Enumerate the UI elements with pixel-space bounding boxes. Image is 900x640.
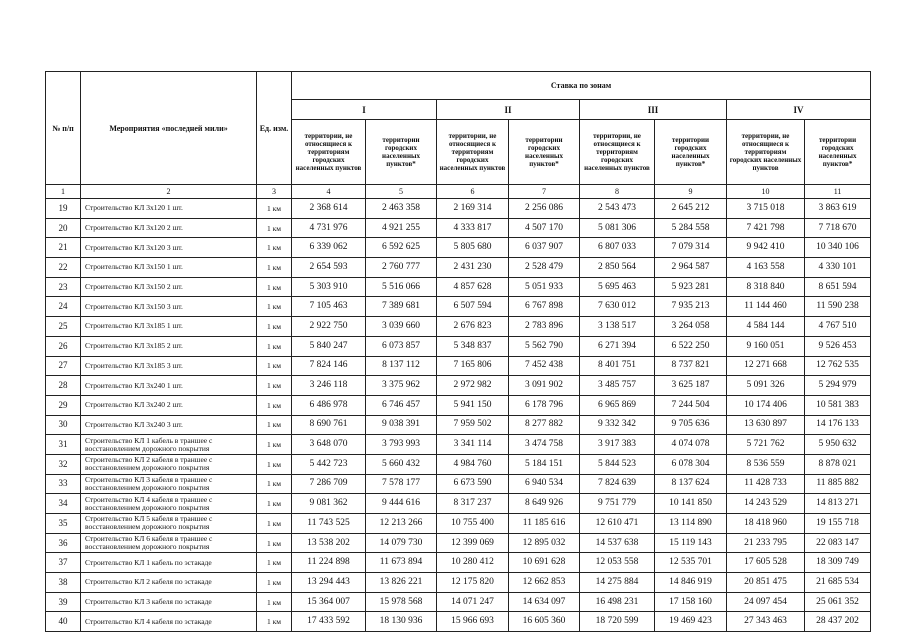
rate-value: 6 037 907 — [509, 238, 580, 258]
subheader-city: территории городских населенных пунктов* — [655, 120, 727, 185]
rate-value: 8 401 751 — [580, 356, 655, 376]
rate-value: 8 536 559 — [727, 454, 805, 474]
rate-value: 7 452 438 — [509, 356, 580, 376]
row-event-name: Строительство КЛ 3х185 3 шт. — [81, 356, 257, 376]
rate-value: 9 751 779 — [580, 494, 655, 514]
rate-value: 9 160 051 — [727, 336, 805, 356]
rate-value: 2 972 982 — [437, 376, 509, 396]
rate-value: 13 826 221 — [366, 573, 437, 593]
table-row — [46, 356, 871, 376]
rate-value: 2 850 564 — [580, 258, 655, 278]
row-unit: 1 км — [257, 336, 292, 356]
rate-value: 6 078 304 — [655, 454, 727, 474]
rate-value: 7 389 681 — [366, 297, 437, 317]
rate-value: 24 097 454 — [727, 592, 805, 612]
rate-value: 4 767 510 — [805, 317, 871, 337]
column-number-row — [46, 185, 871, 199]
row-unit: 1 км — [257, 218, 292, 238]
rate-value: 5 284 558 — [655, 218, 727, 238]
rate-value: 11 590 238 — [805, 297, 871, 317]
rate-value: 6 073 857 — [366, 336, 437, 356]
rate-value: 3 648 070 — [292, 435, 366, 455]
rate-value: 14 537 638 — [580, 533, 655, 553]
rate-value: 5 840 247 — [292, 336, 366, 356]
rate-value: 6 271 394 — [580, 336, 655, 356]
rate-value: 11 673 894 — [366, 553, 437, 573]
table-row — [46, 533, 871, 553]
table-row — [46, 238, 871, 258]
rate-value: 4 857 628 — [437, 277, 509, 297]
rate-value: 21 233 795 — [727, 533, 805, 553]
row-number: 25 — [46, 317, 81, 337]
rate-value: 8 737 821 — [655, 356, 727, 376]
rate-value: 8 317 237 — [437, 494, 509, 514]
row-number: 31 — [46, 435, 81, 455]
rate-value: 7 421 798 — [727, 218, 805, 238]
row-number: 40 — [46, 612, 81, 632]
rate-value: 16 605 360 — [509, 612, 580, 632]
rate-value: 14 634 097 — [509, 592, 580, 612]
rate-value: 27 343 463 — [727, 612, 805, 632]
table-row — [46, 435, 871, 455]
row-unit: 1 км — [257, 395, 292, 415]
rate-value: 11 428 733 — [727, 474, 805, 494]
rate-value: 8 137 624 — [655, 474, 727, 494]
rate-value: 5 091 326 — [727, 376, 805, 396]
rate-value: 5 941 150 — [437, 395, 509, 415]
rate-value: 2 760 777 — [366, 258, 437, 278]
rate-value: 9 444 616 — [366, 494, 437, 514]
rate-value: 10 340 106 — [805, 238, 871, 258]
rate-value: 15 364 007 — [292, 592, 366, 612]
zone-header: IV — [727, 100, 871, 120]
subheader-outside: территории, не относящиеся к территориям городских населенных пунктов — [727, 120, 805, 185]
row-event-name: Строительство КЛ 2 кабеля по эстакаде — [81, 573, 257, 593]
rate-value: 4 163 558 — [727, 258, 805, 278]
row-event-name: Строительство КЛ 5 кабеля в траншее с восстановлением дорожного покрытия — [81, 514, 257, 534]
row-unit: 1 км — [257, 592, 292, 612]
rate-value: 8 651 594 — [805, 277, 871, 297]
column-number: 4 — [292, 185, 366, 199]
rate-value: 5 721 762 — [727, 435, 805, 455]
row-event-name: Строительство КЛ 6 кабеля в траншее с восстановлением дорожного покрытия — [81, 533, 257, 553]
row-event-name: Строительство КЛ 3х150 1 шт. — [81, 258, 257, 278]
row-unit: 1 км — [257, 415, 292, 435]
rate-value: 5 442 723 — [292, 454, 366, 474]
rate-value: 6 592 625 — [366, 238, 437, 258]
row-unit: 1 км — [257, 553, 292, 573]
table-row — [46, 218, 871, 238]
row-number: 29 — [46, 395, 81, 415]
rate-value: 6 522 250 — [655, 336, 727, 356]
row-unit: 1 км — [257, 454, 292, 474]
column-number: 1 — [46, 185, 81, 199]
rate-value: 6 940 534 — [509, 474, 580, 494]
table-row — [46, 494, 871, 514]
rate-value: 13 630 897 — [727, 415, 805, 435]
table-row — [46, 336, 871, 356]
rate-value: 11 144 460 — [727, 297, 805, 317]
table-row — [46, 317, 871, 337]
rate-value: 14 079 730 — [366, 533, 437, 553]
rate-value: 6 673 590 — [437, 474, 509, 494]
rate-value: 11 885 882 — [805, 474, 871, 494]
rate-value: 2 463 358 — [366, 199, 437, 219]
rate-value: 9 332 342 — [580, 415, 655, 435]
table-row — [46, 514, 871, 534]
row-unit: 1 км — [257, 533, 292, 553]
subheader-outside: территории, не относящиеся к территориям городских населенных пунктов — [292, 120, 366, 185]
row-event-name: Строительство КЛ 3х150 3 шт. — [81, 297, 257, 317]
rate-value: 11 743 525 — [292, 514, 366, 534]
zone-header: I — [292, 100, 437, 120]
rate-value: 14 176 133 — [805, 415, 871, 435]
table-row — [46, 258, 871, 278]
row-event-name: Строительство КЛ 3х185 1 шт. — [81, 317, 257, 337]
rate-value: 11 224 898 — [292, 553, 366, 573]
column-number: 8 — [580, 185, 655, 199]
rate-value: 5 923 281 — [655, 277, 727, 297]
column-number: 6 — [437, 185, 509, 199]
rate-value: 12 213 266 — [366, 514, 437, 534]
rate-value: 9 081 362 — [292, 494, 366, 514]
rate-value: 13 114 890 — [655, 514, 727, 534]
rate-value: 7 824 146 — [292, 356, 366, 376]
row-event-name: Строительство КЛ 3х185 2 шт. — [81, 336, 257, 356]
row-unit: 1 км — [257, 277, 292, 297]
rate-value: 15 119 143 — [655, 533, 727, 553]
row-number: 39 — [46, 592, 81, 612]
rate-value: 18 418 960 — [727, 514, 805, 534]
rate-value: 9 942 410 — [727, 238, 805, 258]
rate-value: 15 966 693 — [437, 612, 509, 632]
rate-value: 4 330 101 — [805, 258, 871, 278]
row-event-name: Строительство КЛ 3х240 1 шт. — [81, 376, 257, 396]
rate-value: 2 783 896 — [509, 317, 580, 337]
rate-value: 10 755 400 — [437, 514, 509, 534]
table-body — [46, 199, 871, 632]
table-row — [46, 395, 871, 415]
rate-value: 8 318 840 — [727, 277, 805, 297]
rate-value: 12 399 069 — [437, 533, 509, 553]
rate-value: 5 516 066 — [366, 277, 437, 297]
rate-value: 10 581 383 — [805, 395, 871, 415]
rate-value: 12 895 032 — [509, 533, 580, 553]
row-unit: 1 км — [257, 474, 292, 494]
rate-value: 4 333 817 — [437, 218, 509, 238]
rate-value: 8 137 112 — [366, 356, 437, 376]
rate-value: 7 718 670 — [805, 218, 871, 238]
rate-value: 2 169 314 — [437, 199, 509, 219]
rate-value: 12 271 668 — [727, 356, 805, 376]
rate-value: 3 474 758 — [509, 435, 580, 455]
row-number: 27 — [46, 356, 81, 376]
row-unit: 1 км — [257, 356, 292, 376]
rate-value: 5 303 910 — [292, 277, 366, 297]
column-number: 9 — [655, 185, 727, 199]
rate-value: 6 767 898 — [509, 297, 580, 317]
row-number: 36 — [46, 533, 81, 553]
rate-value: 15 978 568 — [366, 592, 437, 612]
table-row — [46, 612, 871, 632]
table-row — [46, 199, 871, 219]
row-event-name: Строительство КЛ 3х120 2 шт. — [81, 218, 257, 238]
row-unit: 1 км — [257, 238, 292, 258]
rate-value: 12 053 558 — [580, 553, 655, 573]
row-number: 32 — [46, 454, 81, 474]
row-event-name: Строительство КЛ 4 кабеля по эстакаде — [81, 612, 257, 632]
rate-value: 13 538 202 — [292, 533, 366, 553]
row-unit: 1 км — [257, 494, 292, 514]
rate-value: 21 685 534 — [805, 573, 871, 593]
rate-value: 9 705 636 — [655, 415, 727, 435]
rate-value: 4 074 078 — [655, 435, 727, 455]
rate-value: 6 507 594 — [437, 297, 509, 317]
rate-value: 3 375 962 — [366, 376, 437, 396]
zone-header: III — [580, 100, 727, 120]
rate-value: 7 165 806 — [437, 356, 509, 376]
rate-value: 3 091 902 — [509, 376, 580, 396]
rate-value: 10 174 406 — [727, 395, 805, 415]
row-unit: 1 км — [257, 297, 292, 317]
rate-value: 6 486 978 — [292, 395, 366, 415]
row-event-name: Строительство КЛ 3х240 3 шт. — [81, 415, 257, 435]
rate-value: 8 690 761 — [292, 415, 366, 435]
rate-value: 2 256 086 — [509, 199, 580, 219]
rate-value: 5 950 632 — [805, 435, 871, 455]
table-row — [46, 553, 871, 573]
rate-value: 12 175 820 — [437, 573, 509, 593]
rate-value: 7 630 012 — [580, 297, 655, 317]
row-event-name: Строительство КЛ 2 кабеля в траншее с восстановлением дорожного покрытия — [81, 454, 257, 474]
rate-value: 18 309 749 — [805, 553, 871, 573]
rate-value: 7 079 314 — [655, 238, 727, 258]
rate-value: 4 984 760 — [437, 454, 509, 474]
rate-value: 6 807 033 — [580, 238, 655, 258]
rate-value: 2 431 230 — [437, 258, 509, 278]
rate-value: 18 720 599 — [580, 612, 655, 632]
row-event-name: Строительство КЛ 1 кабель в траншее с восстановлением дорожного покрытия — [81, 435, 257, 455]
row-unit: 1 км — [257, 376, 292, 396]
subheader-city: территории городских населенных пунктов* — [509, 120, 580, 185]
row-unit: 1 км — [257, 258, 292, 278]
rate-value: 2 964 587 — [655, 258, 727, 278]
rate-value: 10 141 850 — [655, 494, 727, 514]
rate-value: 3 625 187 — [655, 376, 727, 396]
rate-value: 5 844 523 — [580, 454, 655, 474]
column-number: 11 — [805, 185, 871, 199]
rate-value: 2 654 593 — [292, 258, 366, 278]
row-event-name: Строительство КЛ 3х240 2 шт. — [81, 395, 257, 415]
row-number: 19 — [46, 199, 81, 219]
rate-value: 9 526 453 — [805, 336, 871, 356]
rate-value: 12 762 535 — [805, 356, 871, 376]
rate-value: 17 158 160 — [655, 592, 727, 612]
header-rate-group: Ставка по зонам — [292, 72, 871, 100]
column-number: 5 — [366, 185, 437, 199]
rate-value: 5 695 463 — [580, 277, 655, 297]
rate-value: 10 691 628 — [509, 553, 580, 573]
rate-value: 8 277 882 — [509, 415, 580, 435]
column-number: 3 — [257, 185, 292, 199]
row-number: 34 — [46, 494, 81, 514]
rates-table — [45, 71, 871, 632]
row-unit: 1 км — [257, 199, 292, 219]
rate-value: 14 813 271 — [805, 494, 871, 514]
header-unit: Ед. изм. — [257, 72, 292, 185]
rate-value: 28 437 202 — [805, 612, 871, 632]
column-number: 7 — [509, 185, 580, 199]
row-event-name: Строительство КЛ 3 кабеля в траншее с восстановлением дорожного покрытия — [81, 474, 257, 494]
rate-value: 3 264 058 — [655, 317, 727, 337]
rate-value: 2 528 479 — [509, 258, 580, 278]
rate-value: 7 824 639 — [580, 474, 655, 494]
row-number: 20 — [46, 218, 81, 238]
row-number: 23 — [46, 277, 81, 297]
rate-value: 4 507 170 — [509, 218, 580, 238]
rate-value: 3 793 993 — [366, 435, 437, 455]
rate-value: 6 746 457 — [366, 395, 437, 415]
row-unit: 1 км — [257, 317, 292, 337]
table-row — [46, 415, 871, 435]
rate-value: 12 662 853 — [509, 573, 580, 593]
table-row — [46, 592, 871, 612]
rate-value: 13 294 443 — [292, 573, 366, 593]
row-number: 37 — [46, 553, 81, 573]
rate-value: 12 535 701 — [655, 553, 727, 573]
rate-value: 7 244 504 — [655, 395, 727, 415]
rate-value: 3 485 757 — [580, 376, 655, 396]
rate-value: 3 246 118 — [292, 376, 366, 396]
row-unit: 1 км — [257, 612, 292, 632]
row-number: 24 — [46, 297, 81, 317]
table-row — [46, 376, 871, 396]
table-row — [46, 277, 871, 297]
rate-value: 5 562 790 — [509, 336, 580, 356]
subheader-outside: территории, не относящиеся к территориям городских населенных пунктов — [437, 120, 509, 185]
rate-value: 17 433 592 — [292, 612, 366, 632]
rate-value: 5 660 432 — [366, 454, 437, 474]
rate-value: 12 610 471 — [580, 514, 655, 534]
rate-value: 8 649 926 — [509, 494, 580, 514]
table-row — [46, 573, 871, 593]
rate-value: 25 061 352 — [805, 592, 871, 612]
column-number: 10 — [727, 185, 805, 199]
row-unit: 1 км — [257, 514, 292, 534]
subheader-city: территории городских населенных пунктов* — [805, 120, 871, 185]
row-number: 30 — [46, 415, 81, 435]
rate-value: 4 731 976 — [292, 218, 366, 238]
row-number: 28 — [46, 376, 81, 396]
row-number: 22 — [46, 258, 81, 278]
rate-value: 2 368 614 — [292, 199, 366, 219]
table-row — [46, 474, 871, 494]
rate-value: 9 038 391 — [366, 415, 437, 435]
row-event-name: Строительство КЛ 3х120 1 шт. — [81, 199, 257, 219]
rate-value: 10 280 412 — [437, 553, 509, 573]
rate-value: 7 935 213 — [655, 297, 727, 317]
rate-value: 7 959 502 — [437, 415, 509, 435]
rate-value: 14 846 919 — [655, 573, 727, 593]
subheader-outside: территории, не относящиеся к территориям городских населенных пунктов — [580, 120, 655, 185]
rate-value: 6 339 062 — [292, 238, 366, 258]
rate-value: 11 185 616 — [509, 514, 580, 534]
row-unit: 1 км — [257, 435, 292, 455]
zone-header: II — [437, 100, 580, 120]
rate-value: 14 275 884 — [580, 573, 655, 593]
row-unit: 1 км — [257, 573, 292, 593]
rate-value: 5 051 933 — [509, 277, 580, 297]
row-number: 38 — [46, 573, 81, 593]
rate-value: 6 965 869 — [580, 395, 655, 415]
rate-value: 2 645 212 — [655, 199, 727, 219]
row-number: 35 — [46, 514, 81, 534]
rate-value: 16 498 231 — [580, 592, 655, 612]
row-event-name: Строительство КЛ 3х120 3 шт. — [81, 238, 257, 258]
rate-value: 17 605 528 — [727, 553, 805, 573]
rate-value: 5 805 680 — [437, 238, 509, 258]
subheader-city: территории городских населенных пунктов* — [366, 120, 437, 185]
rate-value: 20 851 475 — [727, 573, 805, 593]
rate-value: 7 286 709 — [292, 474, 366, 494]
rate-value: 5 294 979 — [805, 376, 871, 396]
table-row — [46, 297, 871, 317]
rate-value: 6 178 796 — [509, 395, 580, 415]
row-number: 33 — [46, 474, 81, 494]
rate-value: 2 543 473 — [580, 199, 655, 219]
header-num: № п/п — [46, 72, 81, 185]
rate-value: 19 469 423 — [655, 612, 727, 632]
row-event-name: Строительство КЛ 4 кабеля в траншее с восстановлением дорожного покрытия — [81, 494, 257, 514]
row-event-name: Строительство КЛ 3 кабеля по эстакаде — [81, 592, 257, 612]
rate-value: 7 578 177 — [366, 474, 437, 494]
rate-value: 3 138 517 — [580, 317, 655, 337]
row-number: 21 — [46, 238, 81, 258]
rate-value: 8 878 021 — [805, 454, 871, 474]
rate-value: 5 081 306 — [580, 218, 655, 238]
table-row — [46, 454, 871, 474]
rate-value: 4 584 144 — [727, 317, 805, 337]
rate-value: 2 922 750 — [292, 317, 366, 337]
rate-value: 14 071 247 — [437, 592, 509, 612]
rate-value: 3 341 114 — [437, 435, 509, 455]
rate-value: 4 921 255 — [366, 218, 437, 238]
row-event-name: Строительство КЛ 3х150 2 шт. — [81, 277, 257, 297]
rate-value: 19 155 718 — [805, 514, 871, 534]
rate-value: 7 105 463 — [292, 297, 366, 317]
header-event: Мероприятия «последней мили» — [81, 72, 257, 185]
rate-value: 22 083 147 — [805, 533, 871, 553]
rate-value: 5 184 151 — [509, 454, 580, 474]
row-number: 26 — [46, 336, 81, 356]
rate-value: 3 039 660 — [366, 317, 437, 337]
rate-value: 2 676 823 — [437, 317, 509, 337]
rate-value: 3 917 383 — [580, 435, 655, 455]
rate-value: 18 130 936 — [366, 612, 437, 632]
rate-value: 5 348 837 — [437, 336, 509, 356]
rate-value: 14 243 529 — [727, 494, 805, 514]
rate-value: 3 715 018 — [727, 199, 805, 219]
column-number: 2 — [81, 185, 257, 199]
rate-value: 3 863 619 — [805, 199, 871, 219]
row-event-name: Строительство КЛ 1 кабель по эстакаде — [81, 553, 257, 573]
